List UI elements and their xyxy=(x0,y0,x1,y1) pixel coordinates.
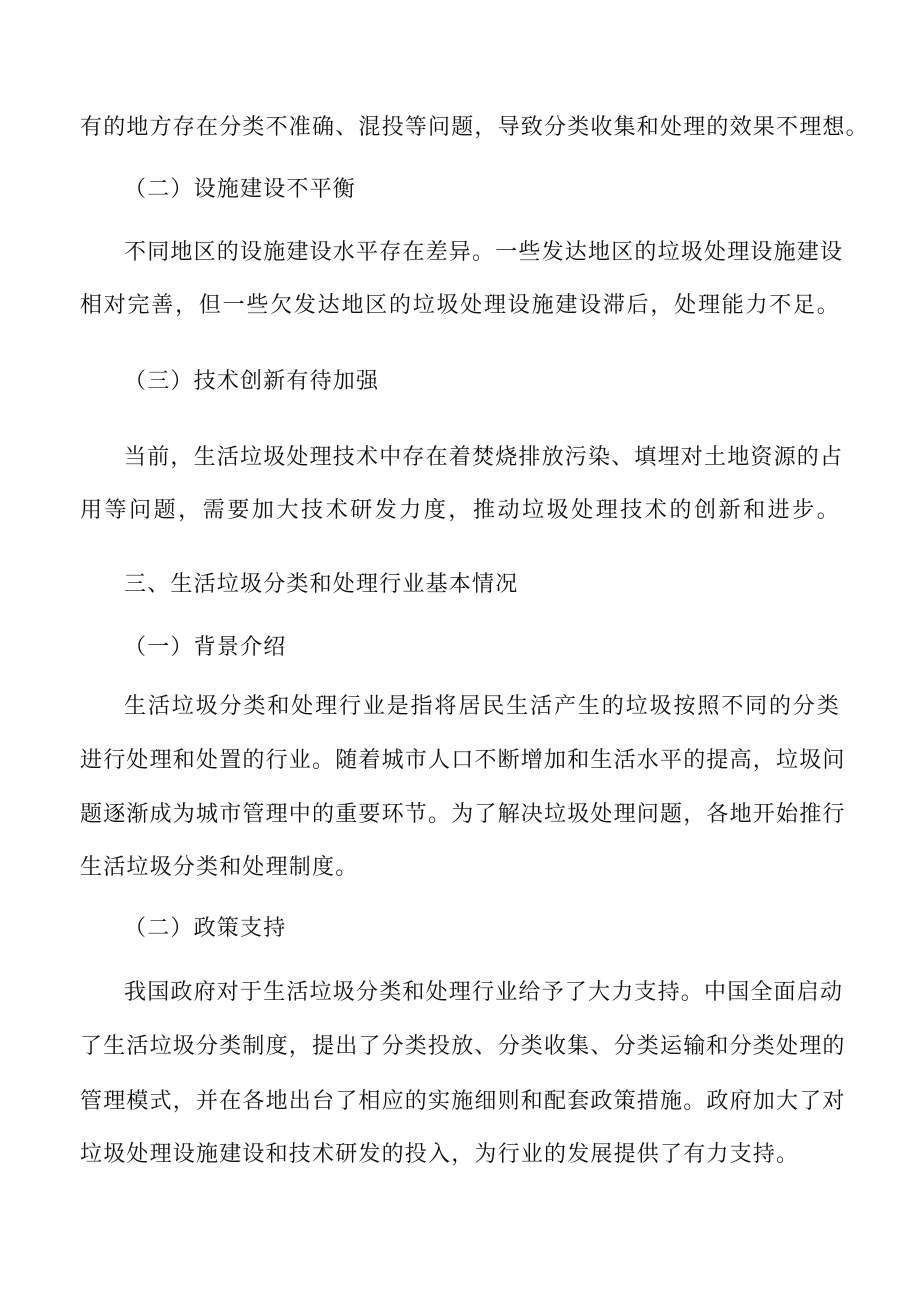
section-heading-technology: （三）技术创新有待加强 xyxy=(124,369,380,394)
paragraph-line: 管理模式，并在各地出台了相应的实施细则和配套政策措施。政府加大了对 xyxy=(80,1089,846,1114)
section-heading-background: （一）背景介绍 xyxy=(124,635,287,660)
paragraph-line: 生活垃圾分类和处理制度。 xyxy=(80,855,359,880)
paragraph-line: 我国政府对于生活垃圾分类和处理行业给予了大力支持。中国全面启动 xyxy=(124,980,844,1005)
paragraph-line: 当前，生活垃圾处理技术中存在着焚烧排放污染、填埋对土地资源的占 xyxy=(124,445,844,470)
chapter-heading-industry: 三、生活垃圾分类和处理行业基本情况 xyxy=(124,572,519,597)
paragraph-line: 有的地方存在分类不准确、混投等问题，导致分类收集和处理的效果不理想。 xyxy=(80,115,869,140)
paragraph-line: 进行处理和处置的行业。随着城市人口不断增加和生活水平的提高，垃圾问 xyxy=(80,748,846,773)
section-heading-facilities: （二）设施建设不平衡 xyxy=(124,177,357,202)
paragraph-line: 相对完善，但一些欠发达地区的垃圾处理设施建设滞后，处理能力不足。 xyxy=(80,293,840,318)
paragraph-line: 生活垃圾分类和处理行业是指将居民生活产生的垃圾按照不同的分类 xyxy=(124,694,840,719)
paragraph-line: 题逐渐成为城市管理中的重要环节。为了解决垃圾处理问题，各地开始推行 xyxy=(80,802,846,827)
paragraph-line: 用等问题，需要加大技术研发力度，推动垃圾处理技术的创新和进步。 xyxy=(80,498,840,523)
section-heading-policy: （二）政策支持 xyxy=(124,916,287,941)
paragraph-line: 了生活垃圾分类制度，提出了分类投放、分类收集、分类运输和分类处理的 xyxy=(80,1034,846,1059)
paragraph-line: 不同地区的设施建设水平存在差异。一些发达地区的垃圾处理设施建设 xyxy=(124,240,844,265)
paragraph-line: 垃圾处理设施建设和技术研发的投入，为行业的发展提供了有力支持。 xyxy=(80,1142,800,1167)
